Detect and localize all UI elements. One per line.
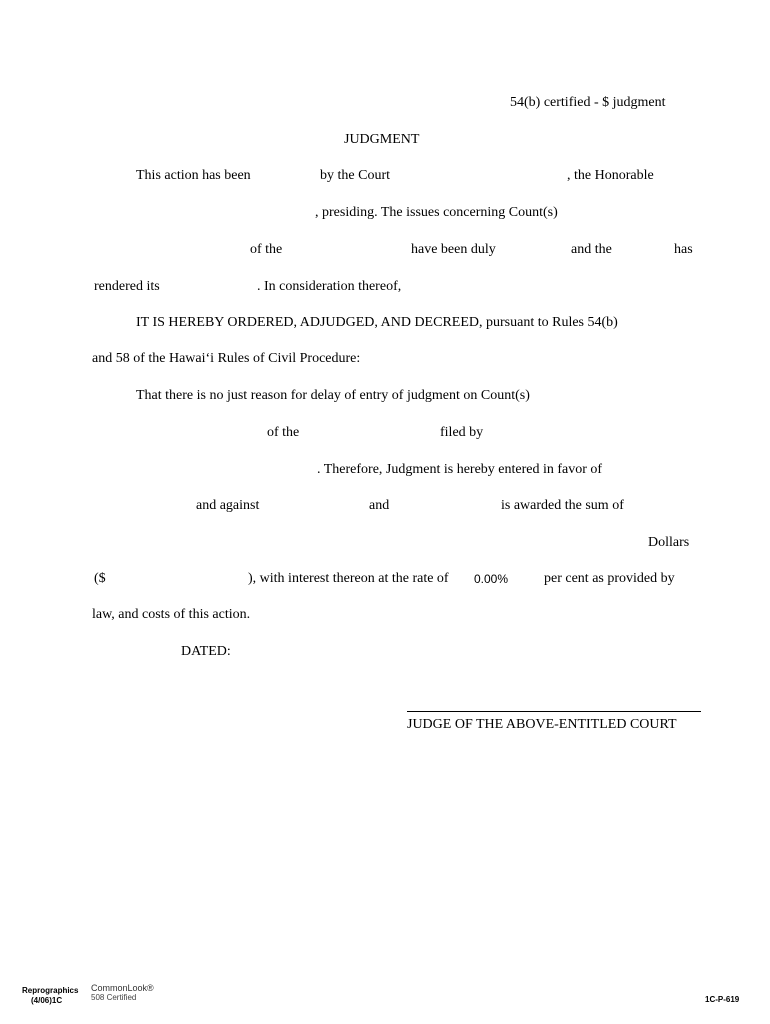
complaint-field[interactable]	[306, 424, 436, 442]
text-and-the: and the	[571, 242, 612, 257]
text-dollar-open: ($	[94, 571, 106, 586]
footer-reprographics: Reprographics	[22, 986, 79, 995]
text-of-the-1: of the	[250, 242, 283, 257]
text-is-awarded: is awarded the sum of	[501, 498, 624, 513]
counts-field[interactable]	[586, 204, 698, 222]
text-and: and	[369, 498, 390, 513]
text-rules-civil-procedure: and 58 of the Hawai‘i Rules of Civil Procedure:	[92, 351, 361, 366]
text-rendered-its: rendered its	[94, 279, 160, 294]
footer-form-number: 1C-P-619	[705, 995, 740, 1004]
text-of-the-2: of the	[267, 425, 300, 440]
interest-rate-field[interactable]: 0.00%	[474, 572, 509, 586]
pleading-field[interactable]	[290, 241, 408, 259]
commonlook-logo: CommonLook®	[91, 983, 154, 993]
text-has: has	[674, 242, 693, 257]
text-presiding: , presiding. The issues concerning Count(s)	[315, 205, 558, 220]
text-action-has-been: This action has been	[136, 168, 251, 183]
awarded-party-field[interactable]	[396, 497, 498, 515]
text-interest-rate: ), with interest thereon at the rate of	[248, 571, 449, 586]
counts-continued-field[interactable]	[92, 241, 246, 259]
judge-name-field[interactable]	[92, 204, 314, 222]
favor-of-field[interactable]	[92, 497, 192, 515]
text-costs-of-action: law, and costs of this action.	[92, 607, 251, 622]
decision-maker-field[interactable]	[619, 241, 671, 259]
amount-words-field[interactable]	[92, 534, 644, 552]
signature-label: JUDGE OF THE ABOVE-ENTITLED COURT	[407, 717, 677, 732]
court-type-field[interactable]	[400, 167, 564, 185]
text-no-just-reason: That there is no just reason for delay of entry of judgment on Count(s)	[136, 388, 530, 403]
text-filed-by: filed by	[440, 425, 484, 440]
text-the-honorable: , the Honorable	[567, 168, 654, 183]
action-type-field[interactable]	[262, 167, 316, 185]
signature-field[interactable]	[407, 690, 701, 708]
commonlook-certified: 508 Certified	[91, 993, 137, 1002]
date-field[interactable]	[242, 643, 442, 661]
judgment-counts-continued-field[interactable]	[92, 424, 264, 442]
amount-number-field[interactable]	[114, 570, 246, 588]
decision-type-field[interactable]	[168, 278, 256, 296]
judgment-counts-field[interactable]	[562, 387, 698, 405]
text-have-been-duly: have been duly	[411, 242, 496, 257]
filed-by-continued-field[interactable]	[92, 461, 316, 479]
against-field[interactable]	[268, 497, 364, 515]
dated-label: DATED:	[181, 644, 231, 659]
text-by-the-court: by the Court	[320, 168, 390, 183]
footer-revision: (4/06)1C	[31, 996, 63, 1005]
text-ordered-adjudged: IT IS HEREBY ORDERED, ADJUDGED, AND DECREED, pursuant to Rules 54(b)	[136, 315, 618, 330]
text-therefore-judgment: . Therefore, Judgment is hereby entered in favor of	[317, 462, 603, 477]
text-in-consideration: . In consideration thereof,	[257, 279, 402, 294]
text-dollars: Dollars	[648, 535, 690, 550]
filed-by-field[interactable]	[488, 424, 698, 442]
certification-note: 54(b) certified - $ judgment	[510, 95, 666, 110]
text-per-cent: per cent as provided by	[544, 571, 675, 586]
document-title: JUDGMENT	[344, 132, 420, 147]
signature-line	[407, 711, 701, 712]
text-and-against: and against	[196, 498, 260, 513]
tried-heard-field[interactable]	[505, 241, 567, 259]
